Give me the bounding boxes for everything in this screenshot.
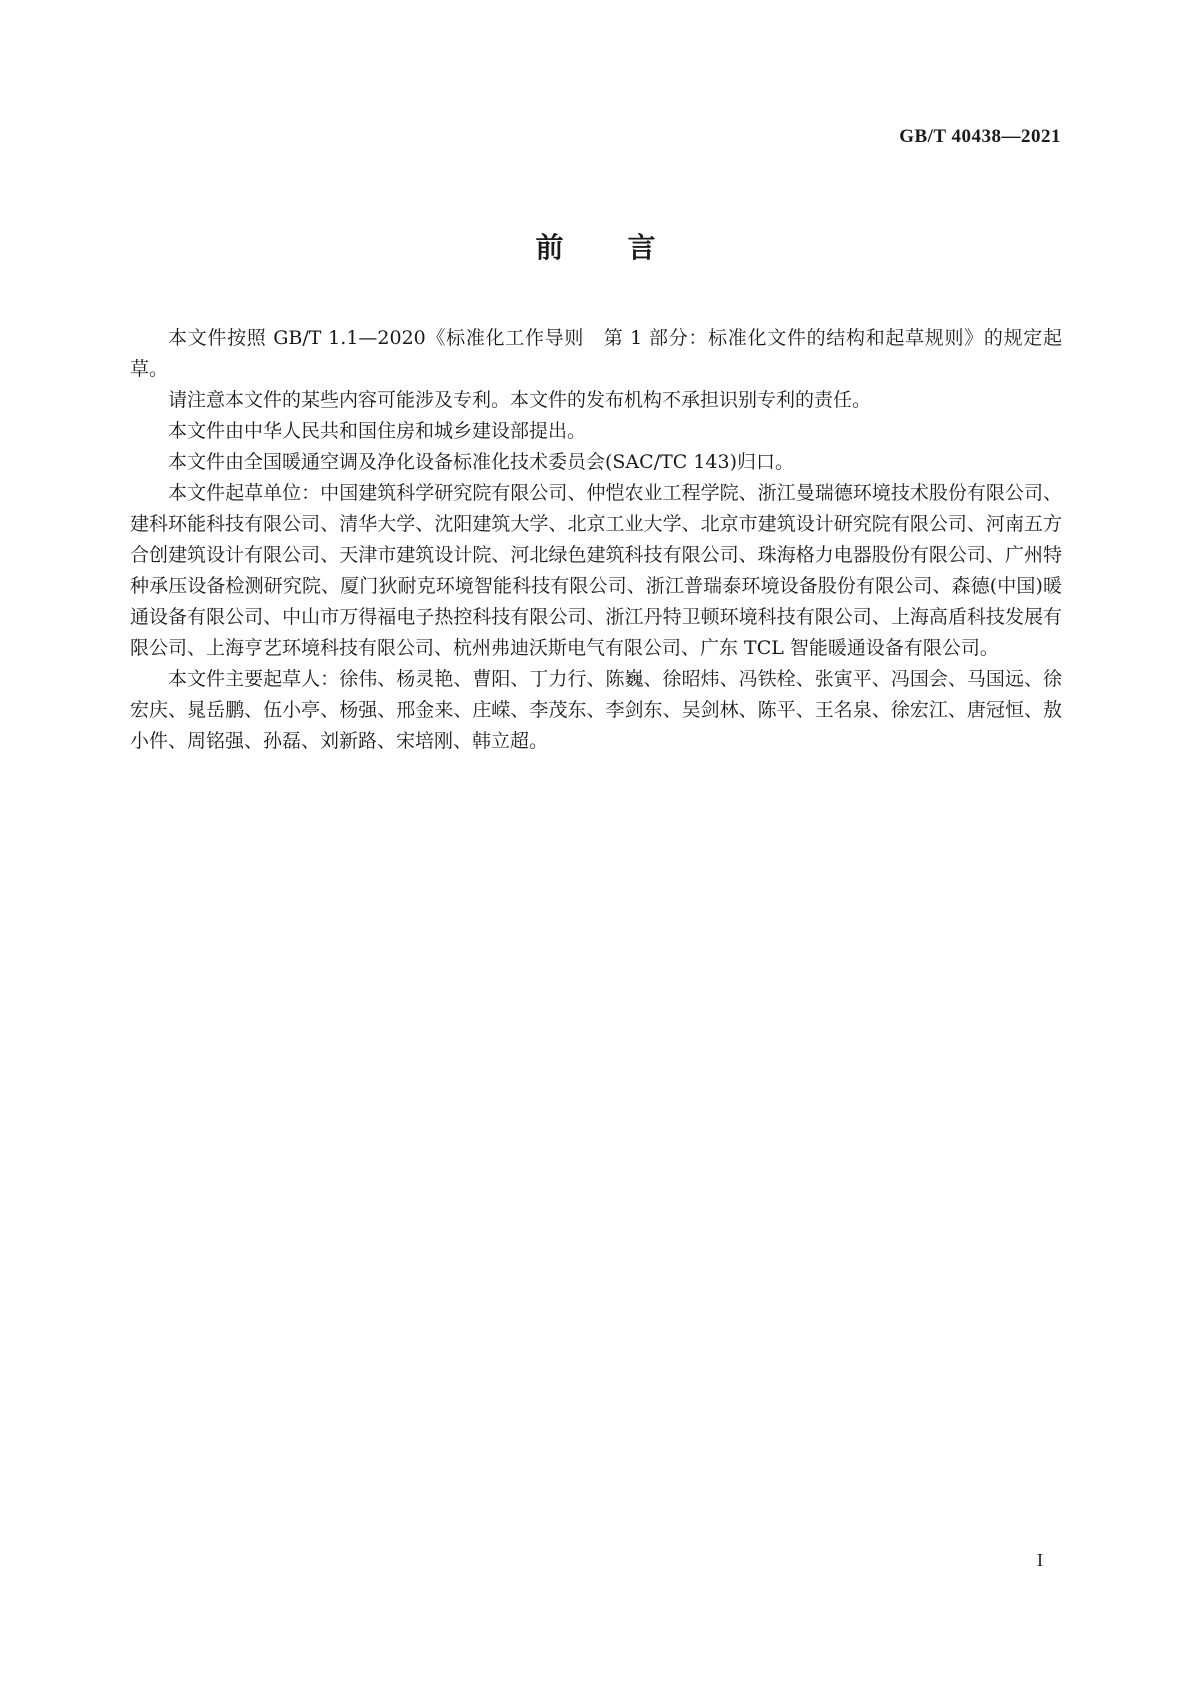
foreword-body <box>130 323 1062 757</box>
page-title-char-1: 前 <box>535 231 564 264</box>
paragraph-drafters: 本文件主要起草人：徐伟、杨灵艳、曹阳、丁力行、陈巍、徐昭炜、冯铁栓、张寅平、冯国会、马国远、徐宏庆、晁岳鹏、伍小亭、杨强、邢金来、庄嵘、李茂东、李剑东、吴剑林、陈平、王名泉、徐宏江、唐冠恒、敖小件、周铭强、孙磊、刘新路、宋培刚、韩立超。 <box>130 668 1062 752</box>
paragraph-drafting-rules: 本文件按照 GB/T 1.1—2020《标准化工作导则 第 1 部分：标准化文件的结构和起草规则》的规定起草。 <box>130 327 1062 380</box>
paragraph-proposer: 本文件由中华人民共和国住房和城乡建设部提出。 <box>168 420 587 442</box>
standard-code: GB/T 40438—2021 <box>899 126 1061 147</box>
paragraph-committee: 本文件由全国暖通空调及净化设备标准化技术委员会(SAC/TC 143)归口。 <box>168 451 795 473</box>
page-title <box>0 226 1191 266</box>
paragraph-drafting-units: 本文件起草单位：中国建筑科学研究院有限公司、仲恺农业工程学院、浙江曼瑞德环境技术股份有限公司、建科环能科技有限公司、清华大学、沈阳建筑大学、北京工业大学、北京市建筑设计研究院有限公司、河南五方合创建筑设计有限公司、天津市建筑设计院、河北绿色建筑科技有限公司、珠海格力电器股份有限公司、广州特种承压设备检测研究院、厦门狄耐克环境智能科技有限公司、浙江普瑞泰环境设备股份有限公司、森德(中国)暖通设备有限公司、中山市万得福电子热控科技有限公司、浙江丹特卫顿环境科技有限公司、上海高盾科技发展有限公司、上海亨艺环境科技有限公司、杭州弗迪沃斯电气有限公司、广东 TCL 智能暖通设备有限公司。 <box>130 482 1062 659</box>
page-number: I <box>1037 1550 1043 1570</box>
paragraph-patent-notice: 请注意本文件的某些内容可能涉及专利。本文件的发布机构不承担识别专利的责任。 <box>168 389 872 411</box>
page-title-char-2: 言 <box>627 231 656 264</box>
